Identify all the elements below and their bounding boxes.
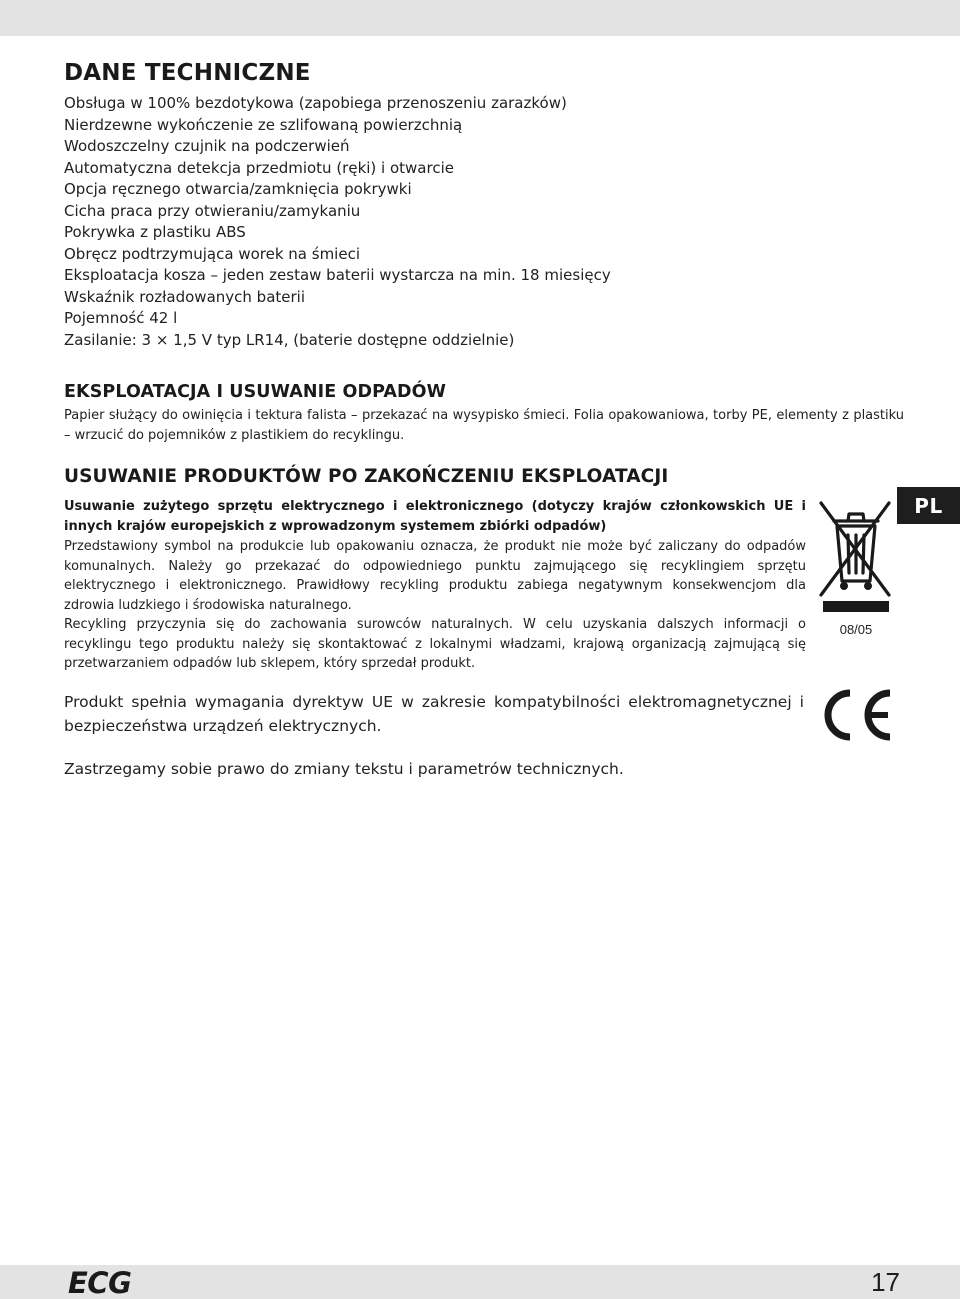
spec-item: Obręcz podtrzymująca worek na śmieci [64,244,360,263]
waste-text: Papier służący do owinięcia i tektura falista – przekazać na wysypisko śmieci. Folia opakowaniowa, torby PE, elementy z plastiku – wrzucić do pojemników z plastikiem do recyklingu. [64,408,904,443]
technical-data-list [64,93,804,351]
spec-item: Pokrywka z plastiku ABS [64,223,246,241]
spec-item: Wskaźnik rozładowanych baterii [64,287,305,306]
spec-item: Nierdzewne wykończenie ze szlifowaną powierzchnią [64,115,463,134]
technical-data-section [64,60,804,351]
compliance-statement: Produkt spełnia wymagania dyrektyw UE w zakresie kompatybilności elektromagnetycznej i bezpieczeństwa urządzeń elektrycznych. [64,693,804,735]
spec-item: Wodoszczelny czujnik na podczerwień [64,137,350,155]
language-badge: PL [897,487,960,524]
page-number: 17 [871,1267,900,1297]
spec-item: Obsługa w 100% bezdotykowa (zapobiega przenoszeniu zarazków) [64,94,567,112]
brand-logo: ECG [68,1266,132,1299]
crossed-out-wheelie-bin-icon [818,495,892,605]
waste-heading: EKSPLOATACJA I USUWANIE ODPADÓW [64,382,447,402]
spec-item: Cicha praca przy otwieraniu/zamykaniu [64,201,361,220]
disposal-paragraph-2: Recykling przyczynia się do zachowania surowców naturalnych. W celu uzyskania dalszych informacji o recyklingu tego produktu należy się skontaktować z lokalnymi władzami, krajową organizacją zajmującą się przetwarzaniem odpadów lub sklepem, który sprzedał produkt. [64,617,806,671]
spec-item: Opcja ręcznego otwarcia/zamknięcia pokrywki [64,180,412,198]
footer-band [0,1265,960,1299]
spec-item: Pojemność 42 l [64,309,178,327]
weee-date: 08/05 [839,622,873,637]
weee-bar [823,601,889,612]
spec-item: Eksploatacja kosza – jeden zestaw baterii wystarcza na min. 18 miesięcy [64,266,611,284]
disposal-heading: USUWANIE PRODUKTÓW PO ZAKOŃCZENIU EKSPLOATACJI [64,466,669,487]
waste-section [64,382,904,446]
top-band [0,0,960,36]
spec-item: Automatyczna detekcja przedmiotu (ręki) i otwarcie [64,158,454,177]
ce-mark-icon [818,688,896,742]
reservation-statement: Zastrzegamy sobie prawo do zmiany tekstu i parametrów technicznych. [64,760,624,778]
disposal-section [64,466,806,674]
disposal-lead: Usuwanie zużytego sprzętu elektrycznego i elektronicznego (dotyczy krajów członkowskich UE i innych krajów europejskich z wprowadzonym systemem zbiórki odpadów) [64,499,806,534]
disposal-paragraph-1: Przedstawiony symbol na produkcie lub opakowaniu oznacza, że produkt nie może być zaliczany do odpadów komunalnych. Należy go przekazać do odpowiedniego punktu zajmującego się recyklingiem sprzętu elektrycznego i elektronicznego. Prawidłowy recykling produktu zabiega negatywnym konsekwencjom dla zdrowia ludzkiego i środowiska naturalnego. [64,539,806,613]
technical-data-heading: DANE TECHNICZNE [64,60,311,86]
spec-item: Zasilanie: 3 × 1,5 V typ LR14, (baterie dostępne oddzielnie) [64,330,515,349]
